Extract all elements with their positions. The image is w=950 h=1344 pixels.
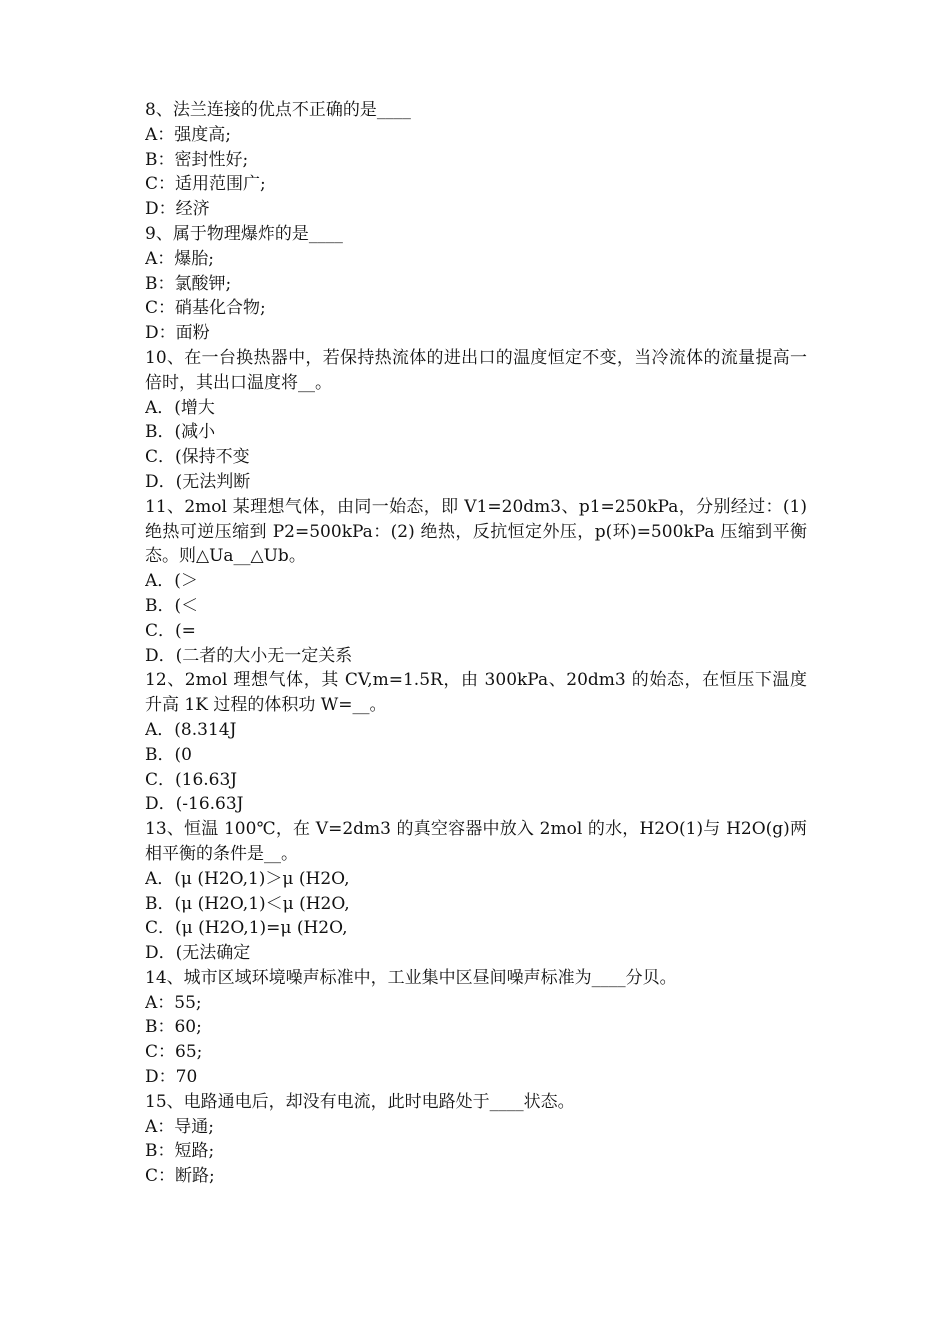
question-12-stem: 12、2mol 理想气体，其 CV,m=1.5R，由 300kPa、20dm3 的始态，在恒压下温度升高 1K 过程的体积功 W=__。 [145,670,807,716]
question-11-option-b: B．(＜ [145,595,199,616]
question-8-option-b: B：密封性好; [145,149,249,170]
question-15-option-c: C：断路; [145,1166,215,1187]
question-10-option-c: C．(保持不变 [145,447,250,468]
question-9-option-a: A：爆胎; [145,248,215,269]
question-8-option-a: A：强度高; [145,124,232,145]
question-13-option-a: A．(μ (H2O,1)＞μ (H2O, [145,868,350,889]
document-page [145,98,807,1189]
question-11-option-a: A．(＞ [145,571,198,592]
question-13-option-d: D．(无法确定 [145,943,251,964]
question-15-stem: 15、电路通电后，却没有电流，此时电路处于____状态。 [145,1091,575,1112]
question-10-option-a: A．(增大 [145,397,215,418]
question-9-option-b: B：氯酸钾; [145,273,232,294]
question-13-option-c: C．(μ (H2O,1)=μ (H2O, [145,918,348,939]
question-13-stem: 13、恒温 100℃，在 V=2dm3 的真空容器中放入 2mol 的水，H2O(1)与 H2O(g)两相平衡的条件是__。 [145,819,807,864]
question-10-stem: 10、在一台换热器中，若保持热流体的进出口的温度恒定不变，当冷流体的流量提高一倍时，其出口温度将__。 [145,347,807,393]
question-12-option-c: C．(16.63J [145,769,238,790]
question-9-option-c: C：硝基化合物; [145,298,266,319]
question-12-option-a: A．(8.314J [145,719,237,740]
question-15-option-a: A：导通; [145,1116,215,1137]
question-10-option-b: B．(减小 [145,422,216,443]
question-13-option-b: B．(μ (H2O,1)＜μ (H2O, [145,893,350,914]
question-14-option-c: C：65; [145,1042,203,1063]
question-14-option-a: A：55; [145,992,202,1013]
question-9-stem: 9、属于物理爆炸的是____ [145,223,343,244]
question-14-option-d: D：70 [145,1067,198,1088]
question-14-stem: 14、城市区域环境噪声标准中，工业集中区昼间噪声标准为____分贝。 [145,967,677,988]
question-12-option-b: B．(0 [145,744,192,765]
question-15-option-b: B：短路; [145,1141,215,1162]
question-8-stem: 8、法兰连接的优点不正确的是____ [145,100,411,120]
question-12-option-d: D．(-16.63J [145,794,244,815]
question-10-option-d: D．(无法判断 [145,471,251,492]
question-9-option-d: D：面粉 [145,323,210,344]
question-11-option-d: D．(二者的大小无一定关系 [145,645,353,666]
question-11-stem: 11、2mol 某理想气体，由同一始态，即 V1=20dm3、p1=250kPa，分别经过：(1) 绝热可逆压缩到 P2=500kPa：(2) 绝热，反抗恒定外压，p(环)=500kPa 压缩到平衡态。则△Ua__△Ub。 [145,496,807,567]
question-11-option-c: C．(= [145,620,196,641]
question-8-option-c: C：适用范围广; [145,174,266,195]
question-14-option-b: B：60; [145,1017,202,1038]
question-8-option-d: D：经济 [145,199,210,220]
